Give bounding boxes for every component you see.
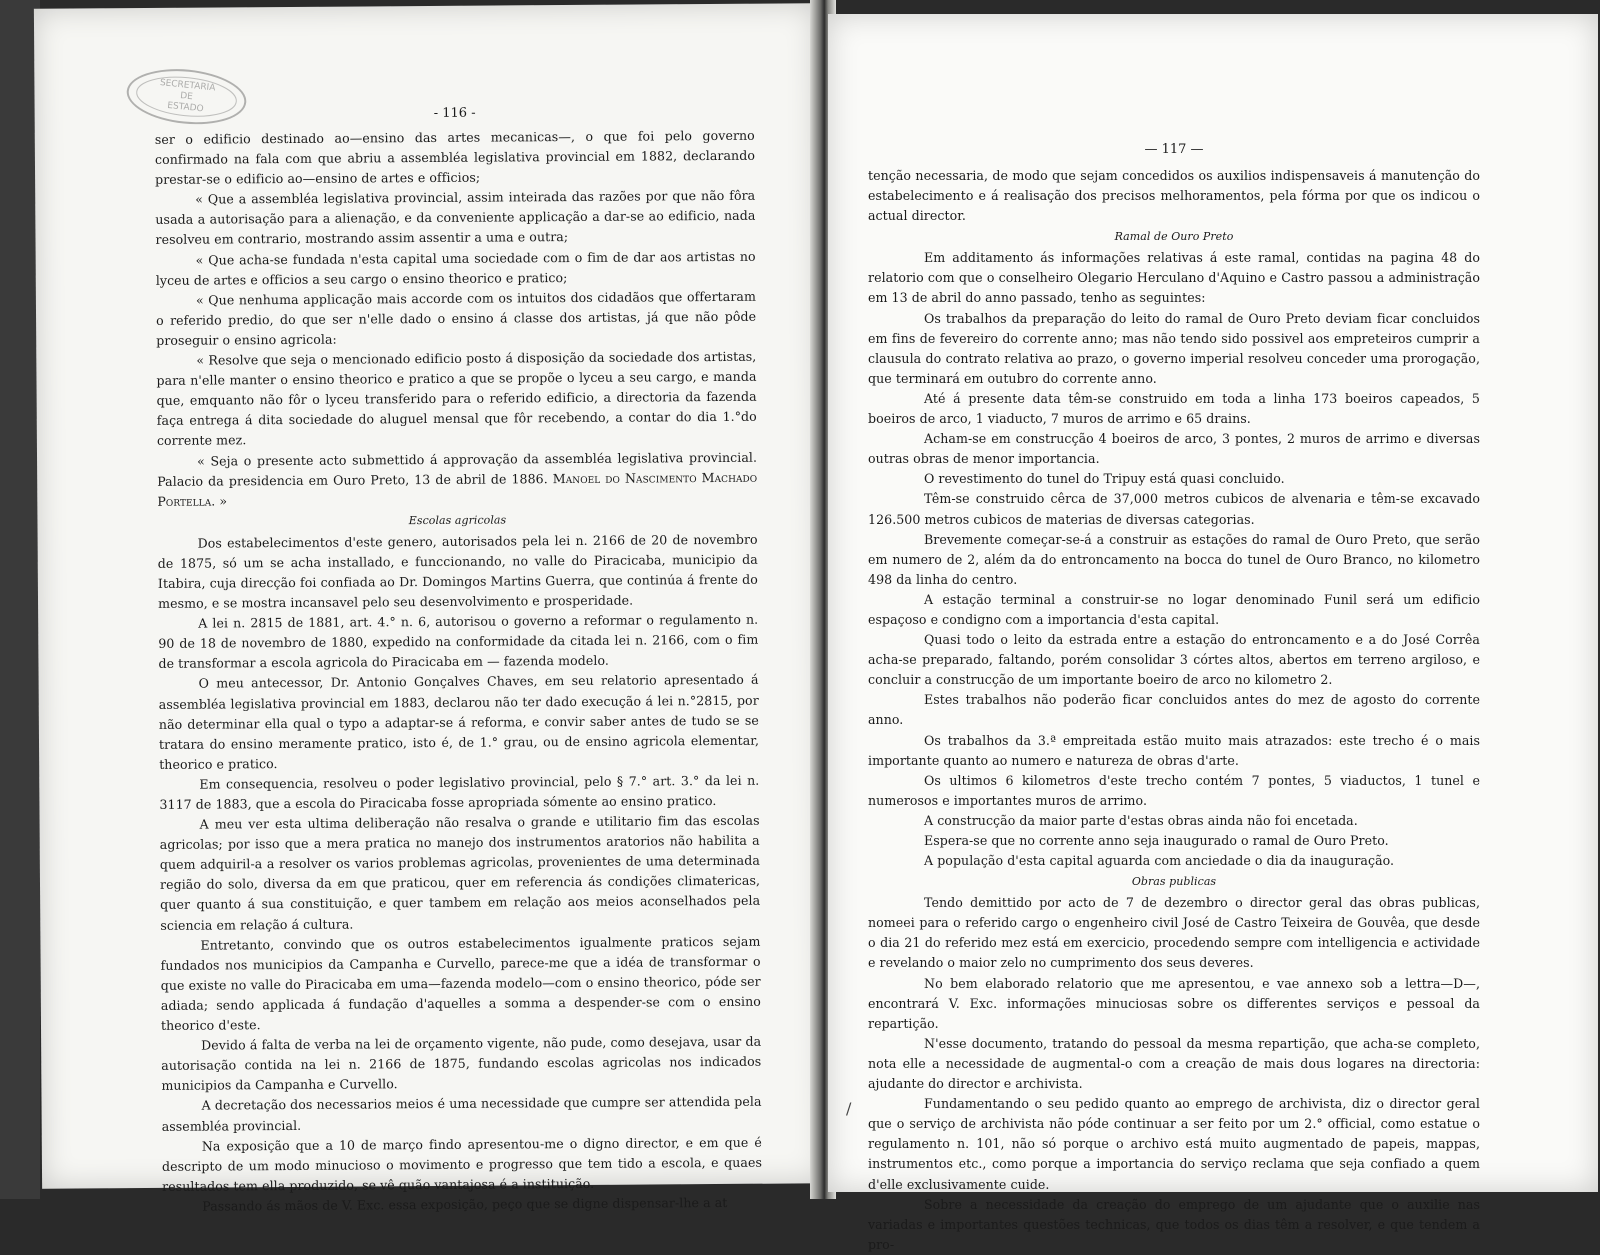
paragraph: Brevemente começar-se-á a construir as estações do ramal de Ouro Preto, que serão em numero de 2, além da do entroncamento na bocca do tunel de Ouro Branco, no kilometro 498 da linha do centro. bbox=[868, 531, 1480, 587]
paragraph: A estação terminal a construir-se no logar denominado Funil será um edificio espaçoso e condigno com a importancia d'esta capital. bbox=[868, 591, 1480, 627]
paragraph: A lei n. 2815 de 1881, art. 4.° n. 6, autorisou o governo a reformar o regulamento n. 90 de 18 de novembro de 1880, expedido na conformidade da citada lei n. 2166, com o fim de transformar a escola agricola do Piracicaba em — fazenda modelo. bbox=[158, 611, 759, 672]
paragraph: Os ultimos 6 kilometros d'este trecho contém 7 pontes, 5 viaductos, 1 tunel e numerosos e importantes muros de arrimo. bbox=[868, 772, 1480, 808]
paragraph: Estes trabalhos não poderão ficar concluidos antes do mez de agosto do corrente anno. bbox=[868, 692, 1480, 728]
paragraph bbox=[157, 447, 757, 511]
paragraph: Espera-se que no corrente anno seja inaugurado o ramal de Ouro Preto. bbox=[924, 833, 1389, 848]
paragraph: Entretanto, convindo que os outros estabelecimentos igualmente praticos sejam fundados nos municipios da Campanha e Curvello, parece-me que a idéa de transformar o que existe no valle do Piracicaba em uma—fazenda modelo—com o ensino theorico, póde ser adiada; sendo applicada á fundação d'aquelles a somma a despender-se com o ensino theorico d'este. bbox=[160, 933, 761, 1033]
paragraph: Têm-se construido cêrca de 37,000 metros cubicos de alvenaria e têm-se excavado 126.500 metros cubicos de materias de diversas categorias. bbox=[868, 491, 1480, 527]
section-heading: Escolas agricolas bbox=[408, 513, 507, 527]
paragraph: O revestimento do tunel do Tripuy está quasi concluido. bbox=[924, 471, 1285, 487]
paragraph: Dos estabelecimentos d'este genero, autorisados pela lei n. 2166 de 20 de novembro de 1875, só um se acha installado, e funccionando, no valle do Piracicaba, municipio da Itabira, cuja direcção foi confiada ao Dr. Domingos Martins Guerra, que continúa á frente do mesmo, e se mostra incansavel pelo seu desenvolvimento e prosperidade. bbox=[157, 531, 758, 611]
paragraph: « Que acha-se fundada n'esta capital uma sociedade com o fim de dar aos artistas no lyceu de artes e officios a seu cargo o ensino theorico e pratico; bbox=[155, 248, 756, 288]
paragraph: A população d'esta capital aguarda com anciedade o dia da inauguração. bbox=[924, 853, 1395, 869]
paragraph: Devido á falta de verba na lei de orçamento vigente, não pude, como desejava, usar da autorisação contida na lei n. 2166 de 1875, fundando escolas agricolas nos indicados municipios da Campanha e Curvello. bbox=[161, 1033, 762, 1094]
left-page bbox=[34, 3, 824, 1214]
paragraph: Passando ás mãos de V. Exc. essa exposição, peço que se digne dispensar-lhe a at bbox=[202, 1194, 728, 1214]
paragraph: Em consequencia, resolveu o poder legislativo provincial, pelo § 7.° art. 3.° da lei n. 3117 de 1883, que a escola do Piracicaba fosse apropriada sómente ao ensino pratico. bbox=[159, 772, 760, 812]
right-page bbox=[828, 14, 1598, 1252]
paragraph: Em additamento ás informações relativas á este ramal, contidas na pagina 48 do relatorio com que o conselheiro Olegario Herculano d'Aquino e Castro passou a administração em 13 de abril do anno passado, tenho as seguintes: bbox=[868, 250, 1480, 306]
paragraph: No bem elaborado relatorio que me apresentou, e vae annexo sob a lettra—D—, encontrará V. Exc. informações minuciosas sobre os differentes serviços e pessoal da repartição. bbox=[868, 975, 1480, 1031]
paragraph: Os trabalhos da 3.ª empreitada estão muito mais atrazados: este trecho é o mais importante quanto ao numero e natureza de obras d'arte. bbox=[868, 732, 1480, 768]
stamp-line-1: SECRETARIA bbox=[159, 77, 216, 93]
signature: Manoel do Nascimento Machado Portella. » bbox=[157, 469, 758, 509]
section-heading: Obras publicas bbox=[1131, 875, 1217, 889]
right-text-column bbox=[868, 166, 1480, 1255]
left-text-column bbox=[155, 126, 763, 1217]
page-number: - 116 - bbox=[433, 105, 476, 121]
paragraph: Sobre a necessidade da creação do emprego de um ajudante que o auxilie nas variadas e importantes questões technicas, que todos os dias têm a resolver, e que tendem a pro- bbox=[868, 1196, 1480, 1252]
page-number: — 117 — bbox=[1144, 142, 1204, 157]
paragraph: Tendo demittido por acto de 7 de dezembro o director geral das obras publicas, nomeei para o referido cargo o engenheiro civil José de Castro Teixeira de Gouvêa, que desde o dia 21 do referido mez está em exercicio, procedendo sempre com intelligencia e actividade e revelando o maior zelo no cumprimento dos seus deveres. bbox=[868, 895, 1480, 971]
paragraph: « Que a assembléa legislativa provincial, assim inteirada das razões por que não fôra usada a autorisação para a alienação, e da conveniente applicação a dar-se ao edificio, nada resolveu em contrario, mostrando assim assentir a uma e outra; bbox=[155, 187, 756, 248]
paragraph: ser o edificio destinado ao—ensino das artes mecanicas—, o que foi pelo governo confirmado na fala com que abriu a assembléa legislativa provincial em 1882, declarando prestar-se o edificio ao—ensino de artes e officios; bbox=[154, 127, 755, 188]
paragraph: « Resolve que seja o mencionado edificio posto á disposição da sociedade dos artistas, para n'elle manter o ensino theorico e pratico a que se propõe o lyceu a seu cargo, e manda que, emquanto não fôr o lyceu transferido para o referido edificio, a directoria da fazenda faça entrega á dita sociedade do aluguel mensal que fôr recebendo, a contar do dia 1.°do corrente mez. bbox=[156, 348, 757, 449]
paragraph: A construcção da maior parte d'estas obras ainda não foi encetada. bbox=[924, 812, 1358, 828]
paragraph: Fundamentando o seu pedido quanto ao emprego de archivista, diz o director geral que o serviço de archivista não póde continuar a ser feito por um 2.° official, como estatue o regulamento n. 101, não só porque o archivo está muito augmentado de papeis, mappas, instrumentos etc., como porque a importancia do serviço reclama que seja confiado a quem d'elle exclusivamente cuide. bbox=[868, 1096, 1480, 1192]
paragraph: « Que nenhuma applicação mais accorde com os intuitos dos cidadãos que offertaram o referido predio, do que ser n'elle dado o ensino á classe dos artistas, já que não pôde proseguir o ensino agricola: bbox=[156, 288, 757, 348]
paragraph: A decretação dos necessarios meios é uma necessidade que cumpre ser attendida pela assembléa provincial. bbox=[161, 1094, 762, 1134]
paragraph: tenção necessaria, de modo que sejam concedidos os auxilios indispensaveis á manutenção do estabelecimento e á realisação dos precisos melhoramentos, pela fórma por que os indicou o actual director. bbox=[868, 168, 1480, 224]
paragraph: A meu ver esta ultima deliberação não resalva o grande e utilitario fim das escolas agricolas; por isso que a mera pratica no manejo dos instrumentos aratorios não habilita a quem adquiril-a a resolver os varios problemas agricolas, provenientes de uma determinada região do solo, diversa da em que praticou, quer em referencia ás condições climatericas, quer quanto á sua constituição, e quer tambem em relação aos meios aconselhados pela sciencia em relação á cultura. bbox=[159, 812, 761, 933]
paragraph: Acham-se em construcção 4 boeiros de arco, 3 pontes, 2 muros de arrimo e diversas outras obras de menor importancia. bbox=[868, 431, 1480, 467]
pencil-mark-icon: / bbox=[846, 1099, 852, 1118]
paragraph: Na exposição que a 10 de março findo apresentou-me o digno director, e em que é descripto de um modo minucioso o movimento e progresso que tem tido a escola, e quaes resultados tem ella produzido, se vê quão vantajosa é a instituição. bbox=[161, 1134, 763, 1194]
paragraph: Os trabalhos da preparação do leito do ramal de Ouro Preto deviam ficar concluidos em fins de fevereiro do corrente anno; mas não tendo sido possivel aos empreteiros cumprir a clausula do contrato relativa ao prazo, o governo imperial resolveu conceder uma prorogação, que terminará em outubro do corrente anno. bbox=[868, 310, 1480, 386]
scan-border bbox=[0, 0, 40, 1199]
stamp-line-3: ESTADO bbox=[166, 100, 205, 114]
paragraph: Quasi todo o leito da estrada entre a estação do entroncamento e a do José Corrêa acha-se preparado, faltando, porém consolidar 3 córtes altos, abertos em terreno argiloso, e concluir a construcção de um importante boeiro de arco no kilometro 2. bbox=[868, 632, 1480, 688]
paragraph: N'esse documento, tratando do pessoal da mesma repartição, que acha-se completo, nota elle a necessidade de augmental-o com a creação de mais dous logares na directoria: ajudante do director e archivista. bbox=[868, 1035, 1480, 1092]
stamp-line-2: DE bbox=[179, 90, 194, 102]
section-heading: Ramal de Ouro Preto bbox=[1114, 230, 1234, 244]
decree-closing: « Seja o presente acto submettido á approvação da assembléa legislativa provincial. Palacio da presidencia em Ouro Preto, 13 de abril de 1886. bbox=[157, 449, 758, 489]
paragraph: O meu antecessor, Dr. Antonio Gonçalves Chaves, em seu relatorio apresentado á assembléa legislativa provincial em 1883, declarou não ter dado execução á lei n.°2815, por não determinar ella qual o typo a adaptar-se á reforma, e convir saber antes de tudo se se tratara do ensino meramente pratico, isto é, de 1.° grau, ou de ensino agricola elementar, theorico e pratico. bbox=[158, 672, 760, 772]
paragraph: Até á presente data têm-se construido em toda a linha 173 boeiros capeados, 5 boeiros de arco, 1 viaducto, 7 muros de arrimo e 65 drains. bbox=[868, 390, 1480, 427]
